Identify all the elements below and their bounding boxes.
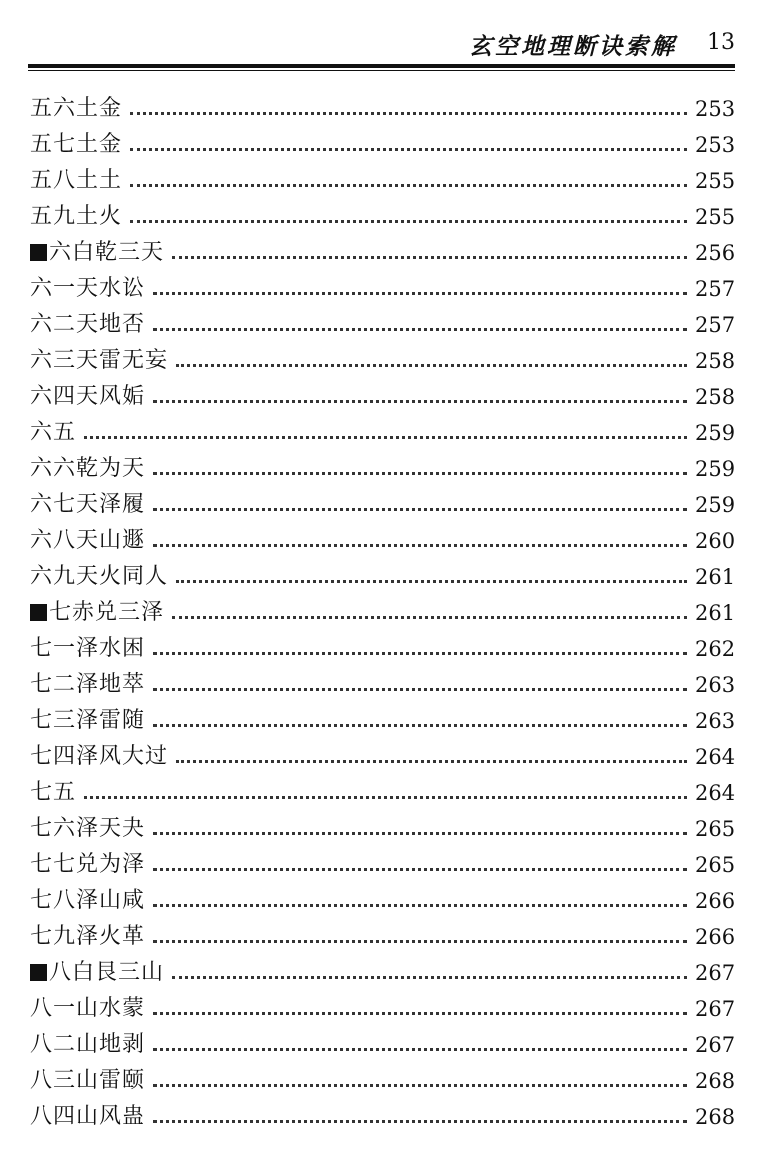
toc-entry bbox=[30, 952, 735, 988]
toc-entry-page: 261 bbox=[695, 601, 736, 625]
dot-leader bbox=[176, 760, 687, 763]
toc-entry-title: 七六泽天夬 bbox=[30, 816, 146, 841]
toc-entry-page: 257 bbox=[695, 277, 736, 301]
toc-entry-title: 六三天雷无妄 bbox=[30, 348, 169, 373]
dot-leader bbox=[153, 904, 687, 907]
toc-entry-title: 七八泽山咸 bbox=[30, 888, 146, 913]
toc-entry-title: 七二泽地萃 bbox=[30, 672, 146, 697]
toc-entry-title: 八一山水蒙 bbox=[30, 996, 146, 1021]
toc-entry-title: 六七天泽履 bbox=[30, 492, 146, 517]
dot-leader bbox=[153, 1120, 687, 1123]
toc-entry-title: 五九土火 bbox=[30, 204, 123, 229]
toc-entry bbox=[30, 304, 735, 340]
section-marker-square-icon bbox=[30, 964, 47, 981]
table-of-contents bbox=[30, 88, 735, 1132]
toc-entry bbox=[30, 556, 735, 592]
toc-entry bbox=[30, 412, 735, 448]
toc-entry bbox=[30, 880, 735, 916]
dot-leader bbox=[153, 868, 687, 871]
dot-leader bbox=[153, 652, 687, 655]
dot-leader bbox=[153, 472, 687, 475]
toc-entry-title: 七四泽风大过 bbox=[30, 744, 169, 769]
toc-entry bbox=[30, 592, 735, 628]
toc-entry-page: 255 bbox=[695, 205, 736, 229]
toc-entry-title: 八白艮三山 bbox=[49, 960, 165, 985]
toc-entry-page: 255 bbox=[695, 169, 736, 193]
toc-entry bbox=[30, 520, 735, 556]
dot-leader bbox=[153, 544, 687, 547]
toc-entry bbox=[30, 196, 735, 232]
toc-entry-title: 八二山地剥 bbox=[30, 1032, 146, 1057]
toc-entry-page: 259 bbox=[695, 493, 736, 517]
dot-leader bbox=[153, 940, 687, 943]
toc-entry-title: 五八土土 bbox=[30, 168, 123, 193]
toc-entry bbox=[30, 844, 735, 880]
toc-entry-title: 六八天山遯 bbox=[30, 528, 146, 553]
toc-entry-page: 259 bbox=[695, 457, 736, 481]
page-header bbox=[30, 22, 735, 62]
toc-entry bbox=[30, 1096, 735, 1132]
toc-entry-page: 263 bbox=[695, 709, 736, 733]
toc-entry bbox=[30, 916, 735, 952]
dot-leader bbox=[176, 580, 687, 583]
dot-leader bbox=[153, 1048, 687, 1051]
toc-entry bbox=[30, 484, 735, 520]
toc-entry bbox=[30, 772, 735, 808]
toc-entry-page: 258 bbox=[695, 385, 736, 409]
toc-entry-page: 264 bbox=[695, 781, 736, 805]
dot-leader bbox=[153, 328, 687, 331]
dot-leader bbox=[176, 364, 687, 367]
toc-entry-title: 五六土金 bbox=[30, 96, 123, 121]
toc-entry-page: 253 bbox=[695, 97, 736, 121]
toc-entry bbox=[30, 988, 735, 1024]
toc-entry-title: 六六乾为天 bbox=[30, 456, 146, 481]
toc-entry-page: 260 bbox=[695, 529, 736, 553]
header-rule-thick bbox=[28, 64, 735, 68]
dot-leader bbox=[172, 256, 687, 259]
toc-entry-title: 六一天水讼 bbox=[30, 276, 146, 301]
toc-entry-page: 267 bbox=[695, 1033, 736, 1057]
toc-entry bbox=[30, 664, 735, 700]
toc-entry bbox=[30, 1024, 735, 1060]
toc-entry-title: 六白乾三天 bbox=[49, 240, 165, 265]
dot-leader bbox=[153, 832, 687, 835]
toc-entry-page: 253 bbox=[695, 133, 736, 157]
toc-entry-title: 八四山风蛊 bbox=[30, 1104, 146, 1129]
toc-entry-page: 265 bbox=[695, 817, 736, 841]
toc-entry-title: 六九天火同人 bbox=[30, 564, 169, 589]
toc-entry bbox=[30, 736, 735, 772]
toc-entry-page: 263 bbox=[695, 673, 736, 697]
toc-entry-page: 268 bbox=[695, 1105, 736, 1129]
toc-entry-page: 266 bbox=[695, 889, 736, 913]
toc-entry-page: 268 bbox=[695, 1069, 736, 1093]
toc-entry-page: 267 bbox=[695, 961, 736, 985]
section-marker-square-icon bbox=[30, 604, 47, 621]
book-title: 玄空地理断诀索解 bbox=[469, 33, 677, 60]
toc-entry-page: 259 bbox=[695, 421, 736, 445]
dot-leader bbox=[153, 400, 687, 403]
toc-entry bbox=[30, 88, 735, 124]
toc-entry-title: 七一泽水困 bbox=[30, 636, 146, 661]
toc-entry bbox=[30, 700, 735, 736]
toc-entry-page: 262 bbox=[695, 637, 736, 661]
dot-leader bbox=[130, 220, 687, 223]
toc-entry-page: 256 bbox=[695, 241, 736, 265]
dot-leader bbox=[84, 796, 687, 799]
toc-entry-title: 七七兑为泽 bbox=[30, 852, 146, 877]
toc-entry-page: 257 bbox=[695, 313, 736, 337]
toc-entry-title: 六五 bbox=[30, 420, 77, 445]
dot-leader bbox=[153, 508, 687, 511]
section-marker-square-icon bbox=[30, 244, 47, 261]
toc-entry-title: 五七土金 bbox=[30, 132, 123, 157]
dot-leader bbox=[172, 976, 687, 979]
dot-leader bbox=[153, 1084, 687, 1087]
dot-leader bbox=[130, 148, 687, 151]
toc-entry bbox=[30, 268, 735, 304]
toc-entry-title: 七赤兑三泽 bbox=[49, 600, 165, 625]
toc-entry-page: 258 bbox=[695, 349, 736, 373]
toc-entry-page: 267 bbox=[695, 997, 736, 1021]
toc-entry bbox=[30, 376, 735, 412]
toc-entry-title: 八三山雷颐 bbox=[30, 1068, 146, 1093]
dot-leader bbox=[153, 1012, 687, 1015]
page-number: 13 bbox=[707, 30, 735, 55]
toc-entry bbox=[30, 628, 735, 664]
dot-leader bbox=[84, 436, 687, 439]
toc-entry-title: 六四天风姤 bbox=[30, 384, 146, 409]
dot-leader bbox=[153, 292, 687, 295]
toc-entry bbox=[30, 1060, 735, 1096]
toc-entry bbox=[30, 160, 735, 196]
toc-entry-page: 261 bbox=[695, 565, 736, 589]
toc-entry-title: 七五 bbox=[30, 780, 77, 805]
dot-leader bbox=[153, 688, 687, 691]
dot-leader bbox=[130, 112, 687, 115]
toc-entry bbox=[30, 232, 735, 268]
toc-entry-page: 265 bbox=[695, 853, 736, 877]
toc-entry bbox=[30, 340, 735, 376]
header-rule-thin bbox=[28, 70, 735, 71]
toc-entry-title: 七三泽雷随 bbox=[30, 708, 146, 733]
toc-entry bbox=[30, 808, 735, 844]
dot-leader bbox=[130, 184, 687, 187]
toc-entry bbox=[30, 124, 735, 160]
toc-entry-page: 264 bbox=[695, 745, 736, 769]
toc-entry-page: 266 bbox=[695, 925, 736, 949]
toc-entry-title: 七九泽火革 bbox=[30, 924, 146, 949]
dot-leader bbox=[172, 616, 687, 619]
dot-leader bbox=[153, 724, 687, 727]
toc-entry bbox=[30, 448, 735, 484]
toc-entry-title: 六二天地否 bbox=[30, 312, 146, 337]
